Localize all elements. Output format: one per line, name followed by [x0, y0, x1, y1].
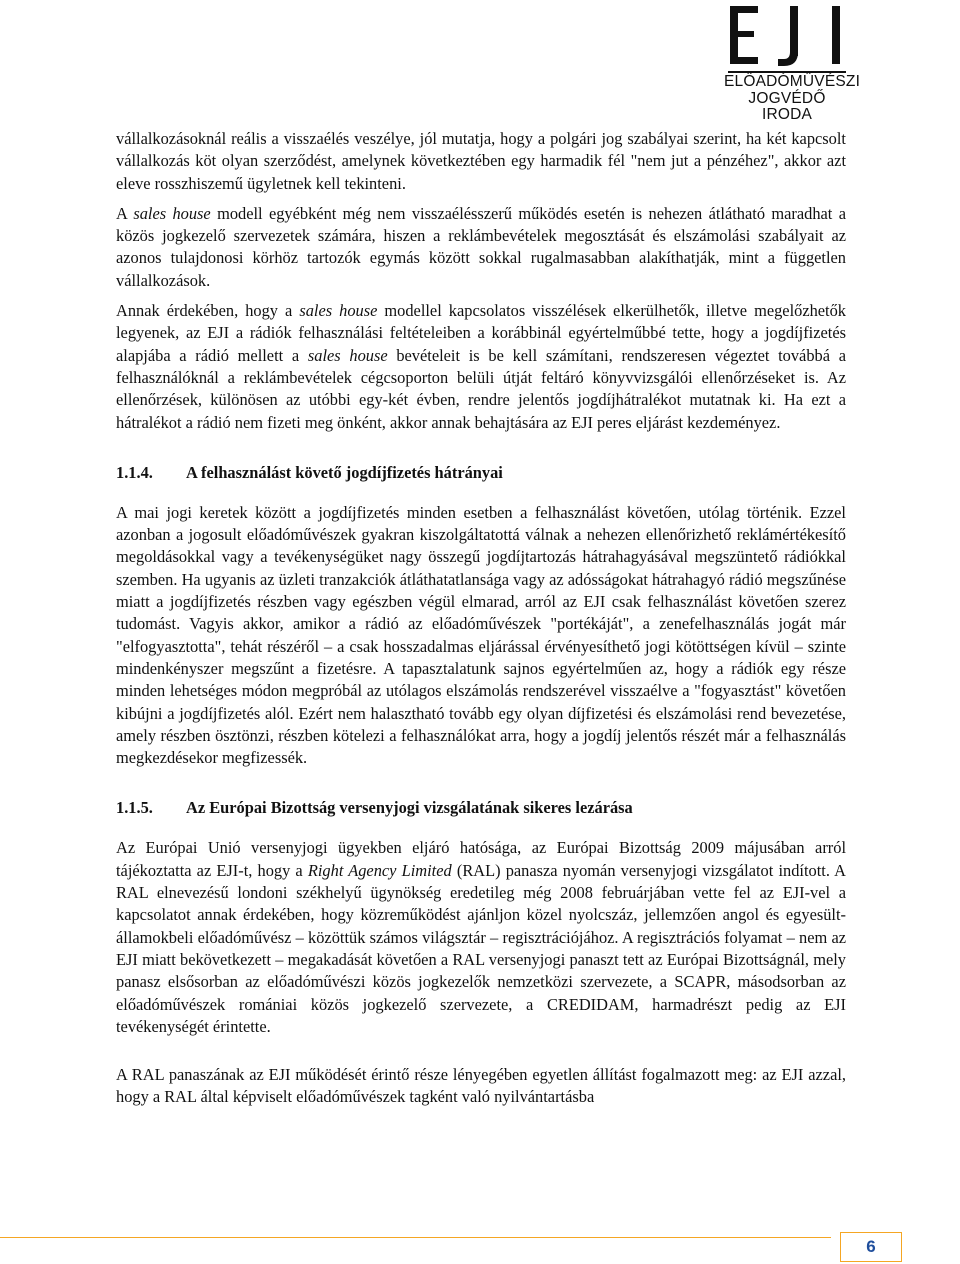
page-number: 6: [840, 1232, 902, 1262]
document-body: [116, 128, 846, 1109]
paragraph-3-part-c: bevételeit is be kell számítani, rendszeresen végeztet továbbá a felhasználóknál a reklámbevételek cégcsoporton belüli útját feltáró könyvvizsgálói ellenőrzéseket is. Az ellenőrzések, különösen az utóbbi egy-két évben, rendre jelentős jogdíjhátralékot mutatnak ki. Ha ezt a hátralékot a rádió nem fizeti meg önként, akkor annak behajtására az EJI peres eljárást kezdeményez.: [116, 345, 846, 432]
logo-line-2: JOGVÉDŐ IRODA: [748, 90, 826, 123]
paragraph-3: [116, 300, 846, 434]
paragraph-5-part-b: (RAL) panasza nyomán versenyjogi vizsgálatot indított. A RAL elnevezésű londoni székhelyű ügynökség eredetileg még 2008 februárjában vette fel az EJI-vel a kapcsolatot annak érdekében, hogy közreműködést ajánljon közel nyolcszáz, jellemzően angol és egyesült-államokbeli előadóművész – közöttük számos világsztár – regisztrációjához. A regisztrációs folyamat – nem az EJI miatt bekövetkezett – megakadását követően a RAL versenyjogi panaszt tett az Európai Bizottságnál, mely panasz elsősorban az előadóművészi közös jogkezelők nemzetközi szervezete, a SCAPR, másodsorban az előadóművészek romániai közös jogkezelő szervezete, a CREDIDAM, harmadrészt pedig az EJI tevékenységét érintette.: [116, 860, 846, 1036]
section-heading-1-1-5: [116, 797, 846, 819]
footer-rule: [0, 1237, 960, 1238]
logo-line-1: ELŐADÓMŰVÉSZI: [724, 73, 861, 90]
section-heading-1-1-4: [116, 462, 846, 484]
section-title: Az Európai Bizottság versenyjogi vizsgálatának sikeres lezárása: [186, 798, 633, 818]
paragraph-3-part-b: modellel kapcsolatos visszélések elkerülhetők, illetve megelőzhetők legyenek, az EJI a rádiók felhasználási feltételeiben a korábbinál egyértelműbbé tette, hogy a jogdíjfizetés alapjába a rádió mellett a: [116, 301, 847, 365]
paragraph-1: vállalkozásoknál reális a visszaélés veszélye, jól mutatja, hogy a polgári jog szabályai szerint, ha két kapcsolt vállalkozás köt olyan szerződést, amelynek következtében egy harmadik fél "nem jut a pénzéhez", akkor azt eleve rosszhiszemű ügyletnek kell tekinteni.: [116, 129, 846, 193]
paragraph-2-emphasis: sales house: [133, 203, 211, 223]
eji-logo: [724, 0, 861, 123]
eji-letters-logo: [728, 4, 846, 68]
section-number: 1.1.5.: [116, 798, 153, 818]
paragraph-6: A RAL panaszának az EJI működését érintő része lényegében egyetlen állítást fogalmazott meg: az EJI azzal, hogy a RAL által képviselt előadóművészek tagként való nyilvántartásba: [116, 1065, 846, 1107]
section-title: A felhasználást követő jogdíjfizetés hátrányai: [186, 462, 503, 482]
paragraph-3-part-a: Annak érdekében, hogy a: [116, 301, 300, 321]
section-number: 1.1.4.: [116, 462, 153, 482]
paragraph-3-emphasis-2: sales house: [307, 345, 388, 365]
paragraph-2-part-b: modell egyébként még nem visszaélésszerű működés esetén is nehezen átlátható maradhat a közös jogkezelő szervezetek számára, hiszen a reklámbevételek megosztását és elszámolási szabályait az azonos tulajdonosi körhöz tartozók egymás között sokkal rugalmasabban alakíthatják, mint a független vállalkozások.: [116, 203, 847, 290]
paragraph-5: [116, 837, 846, 1038]
paragraph-5-emphasis: Right Agency Limited: [307, 860, 452, 880]
paragraph-2-part-a: A: [116, 203, 134, 223]
paragraph-4: A mai jogi keretek között a jogdíjfizetés minden esetben a felhasználást követően, utólag történik. Ezzel azonban a jogosult előadóművészek gyakran kiszolgáltatottá válnak a nehezen ellenőrizhető reklámértékesítő megoldásokkal vagy a tevékenységüket nagy összegű jogdíjtartozás hátrahagyásával megszüntető rádiókkal szemben. Ha ugyanis az üzleti tranzakciók átláthatatlansága vagy az adósságokat hátrahagyó rádió megszűnése miatt a jogdíjfizetés részben vagy egészben végül elmarad, arról az EJI csak felhasználást követően szerez tudomást. Vagyis akkor, amikor a rádió az előadóművészek "portékáját", a zenefelhasználás jogát már "elfogyasztotta", tehát részéről – a csak hosszadalmas eljárással érvényesíthető jogi kötöttségen kívül – szinte mindenkényszer megszűnt a fizetésre. A tapasztalatunk sajnos egyértelműen az, hogy a rádiók egy része minden lehetséges módon megpróbál az utólagos elszámolás rendszerével visszaélve a "fogyasztást" követően kibújni a jogdíjfizetés alól. Ezért nem halasztható tovább egy olyan díjfizetési és elszámolási rend bevezetése, amely részben ösztönzi, részben kötelezi a felhasználókat arra, hogy a jogdíj jelentős részét már a felhasználás megkezdésekor megfizessék.: [116, 502, 846, 768]
paragraph-2: [116, 203, 846, 292]
paragraph-5-part-a: Az Európai Unió versenyjogi ügyekben eljáró hatósága, az Európai Bizottság 2009 májusában arról tájékoztatta az EJI-t, hogy a: [116, 838, 846, 880]
paragraph-3-emphasis-1: sales house: [299, 301, 378, 321]
